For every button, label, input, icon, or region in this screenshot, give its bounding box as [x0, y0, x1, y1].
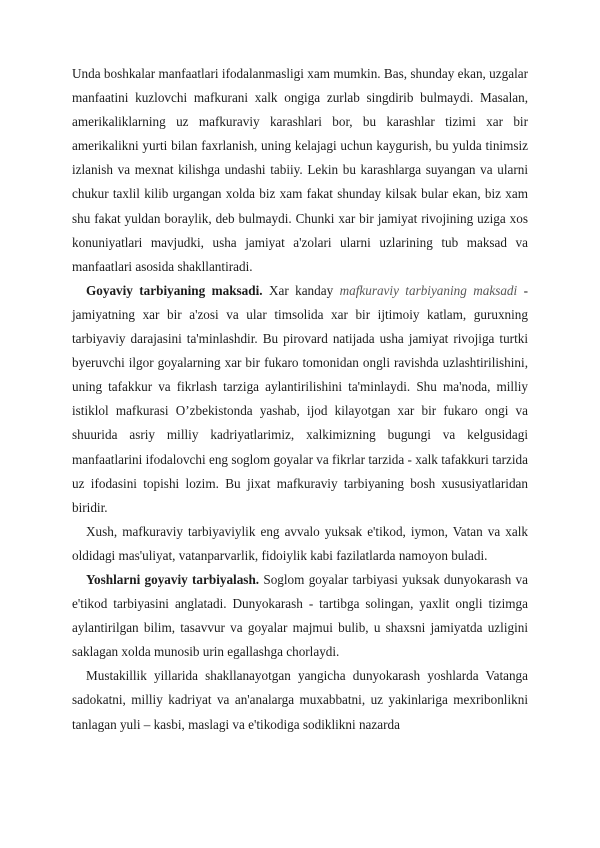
paragraph-2: [72, 279, 528, 520]
paragraph-4: [72, 568, 528, 664]
paragraph-3: Xush, mafkuraviy tarbiyaviylik eng avvalo yuksak e'tikod, iymon, Vatan va xalk oldidagi mas'uliyat, vatanparvarlik, fidoiylik kabi fazilatlarda namoyon buladi.: [72, 523, 528, 563]
paragraph-5: Mustakillik yillarida shakllanayotgan yangicha dunyokarash yoshlarda Vatanga sadokatni, milliy kadriyat va an'analarga muxabbatni, uz yakinlariga mexribonlikni tanlagan yuli – kasbi, maslagi va e'tikodiga sodiklikni nazarda: [72, 668, 528, 732]
paragraph-2-body: - jamiyatning xar bir a'zosi va ular timsolida xar bir ijtimoiy katlam, guruxning tarbiyaviy darajasini ta'minlashdir. Bu pirovard natijada usha jamiyat rivojiga turtki byeruvchi ilgor goyalarning xar bir fukaro tomonidan ongli ravishda uzlashtirilishini, uning tafakkur va fikrlash tarziga aylantirilishini ta'minlaydi. Shu ma'noda, milliy istiklol mafkurasi O’zbekistonda yashab, ijod kilayotgan xar bir fukaro ongi va shuurida asriy milliy kadriyatlarimiz, xalkimizning bugungi va kelgusidagi manfaatlarini ifodalovchi eng soglom goyalar va fikrlar tarzida - xalk tafakkuri tarzida uz ifodasini topishi lozim. Bu jixat mafkuraviy tarbiyaning bosh xususiyatlaridan biridir.: [72, 282, 528, 515]
paragraph-4-body: Soglom goyalar tarbiyasi yuksak dunyokarash va e'tikod tarbiyasini anglatadi. Dunyokarash - tartibga solingan, yaxlit ongli tizimga aylantirilgan bilim, tasavvur va goyalar majmui bulib, u shaxsni jamiyatda uzligini saklagan xolda munosib urin egallashga chorlaydi.: [72, 571, 528, 660]
section-heading-goyaviy-tarbiya: Goyaviy tarbiyaning maksadi.: [86, 282, 263, 298]
paragraph-2-intro: Xar kanday: [262, 282, 340, 298]
body-text: [72, 62, 528, 737]
paragraph-1: Unda boshkalar manfaatlari ifodalanmasligi xam mumkin. Bas, shunday ekan, uzgalar manfaatini kuzlovchi mafkurani xalk ongiga zurlab singdirib bulmaydi. Masalan, amerikaliklarning uz mafkuraviy karashlari bor, bu karashlar tizimi xar bir amerikalikni yurti bilan faxrlanish, uning kelajagi uchun kaygurish, bu yulda tinimsiz izlanish va mexnat kilishga undashi tabiiy. Lekin bu karashlarga suyangan va ularni chukur taxlil kilib urgangan xolda biz xam fakat shunday kilsak bular ekan, biz xam shu fakat yuldan boraylik, deb bulmaydi. Chunki xar bir jamiyat rivojining uziga xos konuniyatlari mavjudki, usha jamiyat a'zolari ularni uzlarining tub maksad va manfaatlari asosida shakllantiradi.: [72, 66, 528, 274]
section-heading-yoshlarni-tarbiyalash: Yoshlarni goyaviy tarbiyalash.: [86, 571, 260, 587]
italic-term: mafkuraviy tarbiyaning maksadi: [339, 282, 518, 298]
